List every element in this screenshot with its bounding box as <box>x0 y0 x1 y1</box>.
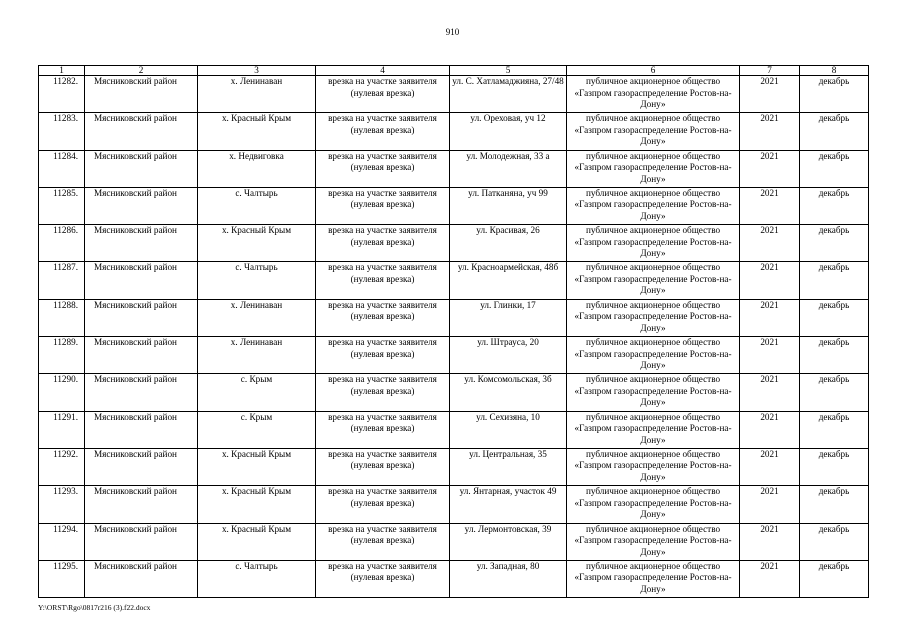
year-cell: 2021 <box>740 225 800 262</box>
table-row <box>39 76 869 113</box>
year-cell: 2021 <box>740 113 800 150</box>
table-row <box>39 337 869 374</box>
file-path-footer: Y:\ORST\Rgo\0817r216 (3).f22.docx <box>38 603 151 612</box>
column-header: 5 <box>450 66 567 76</box>
address-cell: ул. Красноармейская, 48б <box>450 262 567 299</box>
month-cell: декабрь <box>800 523 869 560</box>
organization-cell: публичное акционерное общество «Газпром газораспределение Ростов-на-Дону» <box>567 225 740 262</box>
work-type-cell: врезка на участке заявителя (нулевая врезка) <box>316 262 450 299</box>
table-row <box>39 187 869 224</box>
year-cell: 2021 <box>740 486 800 523</box>
row-number: 11283. <box>39 113 85 150</box>
month-cell: декабрь <box>800 113 869 150</box>
row-number: 11295. <box>39 560 85 597</box>
row-number: 11288. <box>39 299 85 336</box>
column-header: 4 <box>316 66 450 76</box>
year-cell: 2021 <box>740 523 800 560</box>
settlement-cell: с. Чалтырь <box>198 187 316 224</box>
organization-cell: публичное акционерное общество «Газпром газораспределение Ростов-на-Дону» <box>567 299 740 336</box>
district-cell: Мясниковский район <box>85 150 198 187</box>
page-number: 910 <box>445 27 460 37</box>
settlement-cell: х. Недвиговка <box>198 150 316 187</box>
month-cell: декабрь <box>800 187 869 224</box>
column-header: 2 <box>85 66 198 76</box>
settlement-cell: с. Крым <box>198 411 316 448</box>
address-cell: ул. Комсомольская, 3б <box>450 374 567 411</box>
work-type-cell: врезка на участке заявителя (нулевая врезка) <box>316 76 450 113</box>
settlement-cell: х. Ленинаван <box>198 299 316 336</box>
address-cell: ул. Молодежная, 33 а <box>450 150 567 187</box>
district-cell: Мясниковский район <box>85 374 198 411</box>
organization-cell: публичное акционерное общество «Газпром газораспределение Ростов-на-Дону» <box>567 374 740 411</box>
month-cell: декабрь <box>800 560 869 597</box>
settlement-cell: с. Чалтырь <box>198 262 316 299</box>
district-cell: Мясниковский район <box>85 225 198 262</box>
table-row <box>39 150 869 187</box>
settlement-cell: х. Красный Крым <box>198 523 316 560</box>
work-type-cell: врезка на участке заявителя (нулевая врезка) <box>316 299 450 336</box>
row-number: 11286. <box>39 225 85 262</box>
work-type-cell: врезка на участке заявителя (нулевая врезка) <box>316 337 450 374</box>
district-cell: Мясниковский район <box>85 337 198 374</box>
month-cell: декабрь <box>800 150 869 187</box>
work-type-cell: врезка на участке заявителя (нулевая врезка) <box>316 187 450 224</box>
district-cell: Мясниковский район <box>85 187 198 224</box>
row-number: 11291. <box>39 411 85 448</box>
address-cell: ул. Ореховая, уч 12 <box>450 113 567 150</box>
year-cell: 2021 <box>740 337 800 374</box>
settlement-cell: х. Ленинаван <box>198 76 316 113</box>
row-number: 11285. <box>39 187 85 224</box>
column-header: 6 <box>567 66 740 76</box>
table-row <box>39 523 869 560</box>
work-type-cell: врезка на участке заявителя (нулевая врезка) <box>316 560 450 597</box>
work-type-cell: врезка на участке заявителя (нулевая врезка) <box>316 113 450 150</box>
month-cell: декабрь <box>800 76 869 113</box>
gasification-table <box>38 65 869 598</box>
month-cell: декабрь <box>800 448 869 485</box>
district-cell: Мясниковский район <box>85 76 198 113</box>
row-number: 11294. <box>39 523 85 560</box>
settlement-cell: с. Крым <box>198 374 316 411</box>
row-number: 11293. <box>39 486 85 523</box>
column-header: 1 <box>39 66 85 76</box>
table-row <box>39 411 869 448</box>
year-cell: 2021 <box>740 560 800 597</box>
month-cell: декабрь <box>800 486 869 523</box>
column-header: 8 <box>800 66 869 76</box>
district-cell: Мясниковский район <box>85 113 198 150</box>
table-row <box>39 448 869 485</box>
year-cell: 2021 <box>740 299 800 336</box>
header-row <box>39 66 869 76</box>
work-type-cell: врезка на участке заявителя (нулевая врезка) <box>316 150 450 187</box>
month-cell: декабрь <box>800 262 869 299</box>
organization-cell: публичное акционерное общество «Газпром газораспределение Ростов-на-Дону» <box>567 76 740 113</box>
organization-cell: публичное акционерное общество «Газпром газораспределение Ростов-на-Дону» <box>567 262 740 299</box>
address-cell: ул. Патканяна, уч 99 <box>450 187 567 224</box>
settlement-cell: с. Чалтырь <box>198 560 316 597</box>
address-cell: ул. Западная, 80 <box>450 560 567 597</box>
table-row <box>39 374 869 411</box>
year-cell: 2021 <box>740 411 800 448</box>
month-cell: декабрь <box>800 374 869 411</box>
table-row <box>39 486 869 523</box>
table-row <box>39 560 869 597</box>
year-cell: 2021 <box>740 262 800 299</box>
district-cell: Мясниковский район <box>85 523 198 560</box>
table-row <box>39 299 869 336</box>
organization-cell: публичное акционерное общество «Газпром газораспределение Ростов-на-Дону» <box>567 486 740 523</box>
address-cell: ул. Центральная, 35 <box>450 448 567 485</box>
work-type-cell: врезка на участке заявителя (нулевая врезка) <box>316 523 450 560</box>
year-cell: 2021 <box>740 374 800 411</box>
row-number: 11282. <box>39 76 85 113</box>
settlement-cell: х. Ленинаван <box>198 337 316 374</box>
work-type-cell: врезка на участке заявителя (нулевая врезка) <box>316 225 450 262</box>
month-cell: декабрь <box>800 337 869 374</box>
district-cell: Мясниковский район <box>85 299 198 336</box>
address-cell: ул. Штрауса, 20 <box>450 337 567 374</box>
organization-cell: публичное акционерное общество «Газпром газораспределение Ростов-на-Дону» <box>567 560 740 597</box>
work-type-cell: врезка на участке заявителя (нулевая врезка) <box>316 374 450 411</box>
year-cell: 2021 <box>740 187 800 224</box>
address-cell: ул. Янтарная, участок 49 <box>450 486 567 523</box>
month-cell: декабрь <box>800 299 869 336</box>
work-type-cell: врезка на участке заявителя (нулевая врезка) <box>316 448 450 485</box>
table-row <box>39 113 869 150</box>
address-cell: ул. Красивая, 26 <box>450 225 567 262</box>
row-number: 11289. <box>39 337 85 374</box>
row-number: 11284. <box>39 150 85 187</box>
month-cell: декабрь <box>800 225 869 262</box>
year-cell: 2021 <box>740 76 800 113</box>
organization-cell: публичное акционерное общество «Газпром газораспределение Ростов-на-Дону» <box>567 113 740 150</box>
address-cell: ул. С. Хатламаджияна, 27/48 <box>450 76 567 113</box>
district-cell: Мясниковский район <box>85 411 198 448</box>
row-number: 11290. <box>39 374 85 411</box>
work-type-cell: врезка на участке заявителя (нулевая врезка) <box>316 411 450 448</box>
district-cell: Мясниковский район <box>85 486 198 523</box>
district-cell: Мясниковский район <box>85 560 198 597</box>
column-header: 3 <box>198 66 316 76</box>
address-cell: ул. Лермонтовская, 39 <box>450 523 567 560</box>
work-type-cell: врезка на участке заявителя (нулевая врезка) <box>316 486 450 523</box>
year-cell: 2021 <box>740 150 800 187</box>
table-row <box>39 262 869 299</box>
year-cell: 2021 <box>740 448 800 485</box>
district-cell: Мясниковский район <box>85 262 198 299</box>
organization-cell: публичное акционерное общество «Газпром газораспределение Ростов-на-Дону» <box>567 150 740 187</box>
organization-cell: публичное акционерное общество «Газпром газораспределение Ростов-на-Дону» <box>567 448 740 485</box>
settlement-cell: х. Красный Крым <box>198 113 316 150</box>
table-row <box>39 225 869 262</box>
organization-cell: публичное акционерное общество «Газпром газораспределение Ростов-на-Дону» <box>567 187 740 224</box>
address-cell: ул. Сехизяна, 10 <box>450 411 567 448</box>
settlement-cell: х. Красный Крым <box>198 486 316 523</box>
settlement-cell: х. Красный Крым <box>198 225 316 262</box>
month-cell: декабрь <box>800 411 869 448</box>
row-number: 11292. <box>39 448 85 485</box>
address-cell: ул. Глинки, 17 <box>450 299 567 336</box>
column-header: 7 <box>740 66 800 76</box>
row-number: 11287. <box>39 262 85 299</box>
settlement-cell: х. Красный Крым <box>198 448 316 485</box>
organization-cell: публичное акционерное общество «Газпром газораспределение Ростов-на-Дону» <box>567 337 740 374</box>
organization-cell: публичное акционерное общество «Газпром газораспределение Ростов-на-Дону» <box>567 523 740 560</box>
organization-cell: публичное акционерное общество «Газпром газораспределение Ростов-на-Дону» <box>567 411 740 448</box>
district-cell: Мясниковский район <box>85 448 198 485</box>
